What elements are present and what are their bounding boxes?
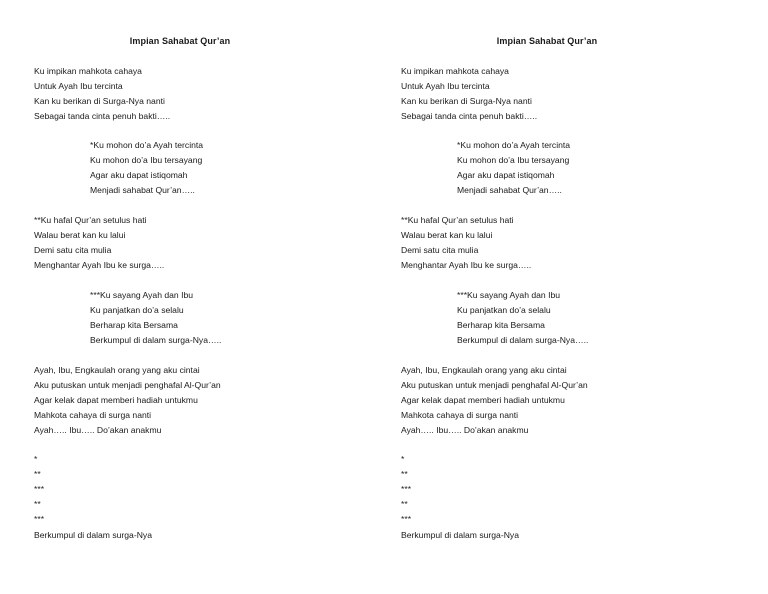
- poem-line: Ku panjatkan do’a selalu: [457, 305, 551, 315]
- poem-line: Menjadi sahabat Qur’an…..: [90, 185, 195, 195]
- poem-line: Agar aku dapat istiqomah: [90, 170, 188, 180]
- poem-line: Untuk Ayah Ibu tercinta: [401, 81, 490, 91]
- poem-line: Ku panjatkan do’a selalu: [90, 305, 184, 315]
- chorus-marker: ***: [34, 484, 45, 494]
- stanza-3: [34, 213, 164, 273]
- poem-line: Berkumpul di dalam surga-Nya: [401, 530, 519, 540]
- chorus-marker: *: [34, 454, 38, 464]
- stanza-1: [401, 64, 537, 124]
- poem-line: Ku impikan mahkota cahaya: [34, 66, 142, 76]
- chorus-marker: ***: [34, 514, 45, 524]
- chorus-marker: **: [34, 469, 41, 479]
- poem-line: Ku impikan mahkota cahaya: [401, 66, 509, 76]
- chorus-marker: **: [34, 499, 41, 509]
- stanza-2: [90, 138, 203, 198]
- poem-line: Walau berat kan ku lalui: [401, 230, 493, 240]
- poem-line: Ku mohon do’a Ibu tersayang: [457, 155, 570, 165]
- chorus-marker: **: [401, 499, 408, 509]
- poem-line: Demi satu cita mulia: [401, 245, 479, 255]
- poem-line: Menghantar Ayah Ibu ke surga…..: [401, 260, 532, 270]
- stanza-2: [457, 138, 570, 198]
- stanza-3: [401, 213, 531, 273]
- poem-line: Kan ku berikan di Surga-Nya nanti: [401, 96, 532, 106]
- poem-line: Agar kelak dapat memberi hadiah untukmu: [401, 395, 565, 405]
- poem-line: Walau berat kan ku lalui: [34, 230, 126, 240]
- poem-line: Berkumpul di dalam surga-Nya…..: [90, 335, 222, 345]
- poem-line: Ku mohon do’a Ibu tersayang: [90, 155, 203, 165]
- poem-line: Untuk Ayah Ibu tercinta: [34, 81, 123, 91]
- poem-line: Mahkota cahaya di surga nanti: [401, 410, 519, 420]
- poem-line: Kan ku berikan di Surga-Nya nanti: [34, 96, 165, 106]
- chorus-marker: **: [401, 469, 408, 479]
- chorus-marker: ***: [401, 484, 412, 494]
- chorus-markers: [34, 452, 44, 527]
- poem-line: Menjadi sahabat Qur’an…..: [457, 185, 562, 195]
- poem-line: Aku putuskan untuk menjadi penghafal Al-Qur’an: [34, 380, 221, 390]
- poem-line: Ayah, Ibu, Engkaulah orang yang aku cintai: [401, 365, 567, 375]
- chorus-marker: *: [401, 454, 405, 464]
- poem-line: **Ku hafal Qur’an setulus hati: [401, 215, 514, 225]
- stanza-5: [34, 363, 221, 438]
- poem-line: Agar aku dapat istiqomah: [457, 170, 555, 180]
- poem-line: Berharap kita Bersama: [457, 320, 545, 330]
- poem-line: *Ku mohon do’a Ayah tercinta: [457, 140, 571, 150]
- poem-line: Sebagai tanda cinta penuh bakti…..: [34, 111, 171, 121]
- poem-line: Berharap kita Bersama: [90, 320, 178, 330]
- chorus-marker: ***: [401, 514, 412, 524]
- stanza-1: [34, 64, 170, 124]
- poem-title: Impian Sahabat Qur’an: [129, 36, 231, 46]
- poem-line: Mahkota cahaya di surga nanti: [34, 410, 152, 420]
- chorus-markers: [401, 452, 411, 527]
- poem-line: Berkumpul di dalam surga-Nya: [34, 530, 152, 540]
- poem-line: **Ku hafal Qur’an setulus hati: [34, 215, 147, 225]
- poem-line: ***Ku sayang Ayah dan Ibu: [457, 290, 561, 300]
- poem-line: Berkumpul di dalam surga-Nya…..: [457, 335, 589, 345]
- poem-line: Ayah….. Ibu….. Do’akan anakmu: [34, 425, 162, 435]
- poem-title: Impian Sahabat Qur’an: [496, 36, 598, 46]
- poem-line: Sebagai tanda cinta penuh bakti…..: [401, 111, 538, 121]
- poem-page-left: [0, 0, 360, 594]
- stanza-4: [90, 288, 221, 348]
- stanza-4: [457, 288, 588, 348]
- poem-line: Agar kelak dapat memberi hadiah untukmu: [34, 395, 198, 405]
- poem-line: Menghantar Ayah Ibu ke surga…..: [34, 260, 165, 270]
- closing-line: [401, 528, 519, 543]
- closing-line: [34, 528, 152, 543]
- poem-line: Demi satu cita mulia: [34, 245, 112, 255]
- poem-line: Aku putuskan untuk menjadi penghafal Al-Qur’an: [401, 380, 588, 390]
- poem-line: Ayah, Ibu, Engkaulah orang yang aku cintai: [34, 365, 200, 375]
- stanza-5: [401, 363, 588, 438]
- poem-line: Ayah….. Ibu….. Do’akan anakmu: [401, 425, 529, 435]
- poem-page-right: [367, 0, 727, 594]
- poem-line: *Ku mohon do’a Ayah tercinta: [90, 140, 204, 150]
- poem-line: ***Ku sayang Ayah dan Ibu: [90, 290, 194, 300]
